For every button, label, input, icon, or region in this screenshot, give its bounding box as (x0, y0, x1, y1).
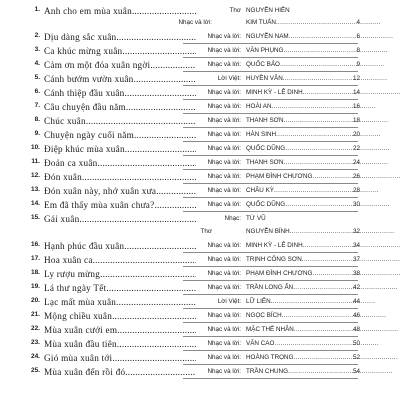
song-title: Chuyện ngày cuối năm ..... (44, 129, 196, 141)
page-number: 16 (352, 103, 360, 110)
song-title: Gái xuân ..... (44, 213, 196, 225)
toc-entry[interactable] (0, 282, 400, 296)
credit-role: Nhạc và lời: (207, 340, 241, 347)
entry-rule (183, 378, 358, 379)
entry-number: 19. (30, 283, 40, 290)
page-number: 12 (352, 75, 360, 82)
toc-entry[interactable] (0, 352, 400, 366)
author-name: TRỊNH CÔNG SƠN ..... (246, 256, 366, 263)
page-number: 48 (352, 326, 360, 333)
credit-role: Nhạc: (224, 215, 241, 222)
credit-role: Thơ (229, 7, 241, 14)
song-title: Cánh thiệp đầu xuân ..... (44, 87, 196, 99)
entry-number: 6. (34, 88, 40, 95)
page-number: 38 (352, 270, 360, 277)
entry-number: 24. (30, 353, 40, 360)
toc-entry[interactable] (0, 59, 400, 73)
author-name: QUỐC DŨNG ..... (246, 145, 366, 152)
toc-entry[interactable] (0, 338, 400, 352)
entry-rule (183, 155, 358, 156)
toc-entry[interactable] (0, 185, 400, 199)
entry-number: 3. (34, 46, 40, 53)
toc-entry[interactable] (0, 171, 400, 185)
credit-role: Nhạc và lời: (207, 270, 241, 277)
song-title: Đón xuân ..... (44, 171, 196, 183)
song-title: Lá thư ngày Tết ..... (44, 282, 196, 294)
entry-number: 1. (34, 6, 40, 13)
entry-rule (183, 364, 358, 365)
author-name: LỮ LIÊN ..... (246, 298, 366, 305)
entry-rule (183, 294, 358, 295)
entry-rule (183, 71, 358, 72)
entry-rule (183, 211, 358, 212)
credit-role: Nhạc và lời: (207, 159, 241, 166)
page-number: 50 (352, 340, 360, 347)
entry-rule (183, 266, 358, 267)
entry-number: 10. (30, 144, 40, 151)
author-name: HUYỀN VÂN ..... (246, 75, 366, 82)
toc-entry[interactable] (0, 296, 400, 310)
toc-entry-continuation (0, 17, 400, 31)
song-title: Gió mùa xuân tới ..... (44, 352, 196, 364)
author-name: MINH KỲ - LÊ DINH ..... (246, 242, 366, 249)
song-title: Mùa xuân đến rồi đó ..... (44, 366, 196, 378)
entry-number: 9. (34, 130, 40, 137)
toc-entry[interactable] (0, 157, 400, 171)
song-title: Đón xuân này, nhớ xuân xưa ..... (44, 185, 196, 197)
toc-entry-continuation (0, 226, 400, 240)
entry-rule (183, 57, 358, 58)
entry-rule (183, 141, 358, 142)
entry-number: 14. (30, 200, 40, 207)
page-number: 9 (356, 61, 360, 68)
toc-entry[interactable] (0, 324, 400, 338)
toc-entry[interactable] (0, 73, 400, 87)
author-name: QUỐC DŨNG ..... (246, 201, 366, 208)
author-name: KIM TUẤN ..... (246, 19, 366, 26)
entry-number: 2. (34, 32, 40, 39)
author-name: QUỐC BẢO ..... (246, 61, 366, 68)
song-title: Mùa xuân đầu tiên ..... (44, 338, 196, 350)
song-title: Lạc mất mùa xuân ..... (44, 296, 196, 308)
toc-entry[interactable] (0, 240, 400, 254)
author-name: PHẠM ĐÌNH CHƯƠNG ..... (246, 270, 366, 277)
credit-role: Nhạc và lời: (207, 103, 241, 110)
credit-role: Nhạc và lời: (207, 187, 241, 194)
entry-number: 17. (30, 255, 40, 262)
entry-number: 21. (30, 311, 40, 318)
toc-entry[interactable] (0, 115, 400, 129)
entry-rule (183, 127, 358, 128)
page-number: 52 (352, 354, 360, 361)
toc-entry[interactable] (0, 101, 400, 115)
entry-rule (183, 85, 358, 86)
toc-entry[interactable] (0, 31, 400, 45)
song-title: Ly rượu mừng ..... (44, 268, 196, 280)
page-number: 37 (352, 256, 360, 263)
page-number: 32 (352, 228, 360, 235)
toc-entry[interactable] (0, 143, 400, 157)
page-number: 18 (352, 117, 360, 124)
toc-entry[interactable] (0, 310, 400, 324)
entry-rule (183, 252, 358, 253)
credit-role: Nhạc và lời: (207, 368, 241, 375)
credit-role: Nhạc và lời: (207, 173, 241, 180)
author-name: VĂN PHỤNG ..... (246, 47, 366, 54)
entry-rule (183, 113, 358, 114)
song-title: Ca khúc mừng xuân ..... (44, 45, 196, 57)
entry-number: 25. (30, 367, 40, 374)
toc-entry[interactable] (0, 268, 400, 282)
page-number: 30 (352, 201, 360, 208)
author-name: TRẦN LONG ẨN ..... (246, 284, 366, 291)
entry-number: 8. (34, 116, 40, 123)
author-name: MẶC THẾ NHÂN ..... (246, 326, 366, 333)
song-title: Đoản ca xuân ..... (44, 157, 196, 169)
page-number: 20 (352, 131, 360, 138)
page-number: 8 (356, 47, 360, 54)
song-title: Điệp khúc mùa xuân ..... (44, 143, 196, 155)
author-name: HÀN SINH ..... (246, 131, 366, 138)
author-name: TỪ VŨ (246, 215, 266, 222)
entry-number: 20. (30, 297, 40, 304)
credit-role: Nhạc và lời: (207, 201, 241, 208)
toc-entry[interactable] (0, 45, 400, 59)
page-number: 14 (352, 89, 360, 96)
credit-role: Nhạc và lời: (207, 117, 241, 124)
song-title: Em đã thấy mùa xuân chưa? ..... (44, 199, 196, 211)
credit-role: Nhạc và lời: (207, 145, 241, 152)
song-title: Hạnh phúc đầu xuân ..... (44, 240, 196, 252)
credit-role: Lời Việt: (217, 75, 241, 82)
page-number: 34 (352, 242, 360, 249)
page-number: 4 (356, 19, 360, 26)
author-name: TRẦN CHUNG ..... (246, 368, 366, 375)
credit-role: Nhạc và lời: (207, 284, 241, 291)
toc-entry[interactable] (0, 87, 400, 101)
entry-rule (183, 183, 358, 184)
entry-rule (183, 322, 358, 323)
entry-number: 12. (30, 172, 40, 179)
author-name: HOÀNG TRỌNG ..... (246, 354, 366, 361)
page-number: 6 (356, 33, 360, 40)
song-title: Câu chuyện đầu năm ..... (44, 101, 196, 113)
credit-role: Lời Việt: (217, 298, 241, 305)
author-name: THANH SƠN ..... (246, 117, 366, 124)
entry-number: 7. (34, 102, 40, 109)
page-number: 44 (352, 298, 360, 305)
credit-role: Nhạc và lời: (207, 47, 241, 54)
toc-entry[interactable] (0, 366, 400, 380)
credit-role: Nhạc và lời: (207, 131, 241, 138)
entry-rule (183, 336, 358, 337)
page-number: 42 (352, 284, 360, 291)
entry-rule (183, 99, 358, 100)
author-name: NGUYỄN BÍNH ..... (246, 228, 366, 235)
credit-role: Nhạc và lời: (207, 312, 241, 319)
author-name: NGUYỄN NAM ..... (246, 33, 366, 40)
song-title: Anh cho em mùa xuân ..... (44, 5, 196, 17)
toc-entry[interactable] (0, 254, 400, 268)
entry-number: 13. (30, 186, 40, 193)
entry-number: 18. (30, 269, 40, 276)
page-number: 24 (352, 159, 360, 166)
entry-number: 16. (30, 241, 40, 248)
entry-rule (183, 350, 358, 351)
entry-number: 4. (34, 60, 40, 67)
song-title: Mùa xuân cưới em ..... (44, 324, 196, 336)
song-title: Dịu dàng sắc xuân ..... (44, 31, 196, 43)
song-title: Cánh bướm vườn xuân ..... (44, 73, 196, 85)
author-name: CHÂU KỲ ..... (246, 187, 366, 194)
page-number: 28 (352, 187, 360, 194)
entry-rule (183, 169, 358, 170)
author-name: NGUYỄN HIỀN (246, 7, 290, 14)
entry-rule (183, 308, 358, 309)
author-name: THANH SƠN ..... (246, 159, 366, 166)
credit-role: Nhạc và lời: (207, 326, 241, 333)
entry-number: 22. (30, 325, 40, 332)
page-number: 26 (352, 173, 360, 180)
toc-entry[interactable] (0, 129, 400, 143)
song-title: Cảm ơn một đóa xuân ngời ..... (44, 59, 196, 71)
author-name: MINH KỲ - LÊ DINH ..... (246, 89, 366, 96)
page-number: 54 (352, 368, 360, 375)
entry-number: 11. (31, 158, 40, 165)
author-name: HOÀI AN ..... (246, 103, 366, 110)
page-number: 22 (352, 145, 360, 152)
page-number: 46 (352, 312, 360, 319)
credit-role: Thơ (200, 228, 212, 235)
credit-role: Nhạc và lời: (207, 242, 241, 249)
credit-role: Nhạc và lời: (207, 256, 241, 263)
song-title: Hoa xuân ca ..... (44, 254, 196, 266)
entry-rule (183, 197, 358, 198)
toc-entry[interactable] (0, 199, 400, 213)
credit-role: Nhạc và lời: (207, 89, 241, 96)
entry-rule (183, 43, 358, 44)
author-name: PHẠM ĐÌNH CHƯƠNG ..... (246, 173, 366, 180)
credit-role: Nhạc và lời: (178, 19, 212, 26)
entry-rule (183, 280, 358, 281)
credit-role: Nhạc và lời: (207, 61, 241, 68)
entry-number: 5. (34, 74, 40, 81)
credit-role: Nhạc và lời: (207, 354, 241, 361)
author-name: NGỌC BÍCH ..... (246, 312, 366, 319)
entry-number: 15. (30, 214, 40, 221)
toc-entry[interactable] (0, 213, 400, 227)
credit-role: Nhạc và lời: (207, 33, 241, 40)
author-name: VĂN CAO ..... (246, 340, 366, 347)
song-title: Mộng chiều xuân ..... (44, 310, 196, 322)
song-title: Chúc xuân ..... (44, 115, 196, 127)
entry-number: 23. (30, 339, 40, 346)
